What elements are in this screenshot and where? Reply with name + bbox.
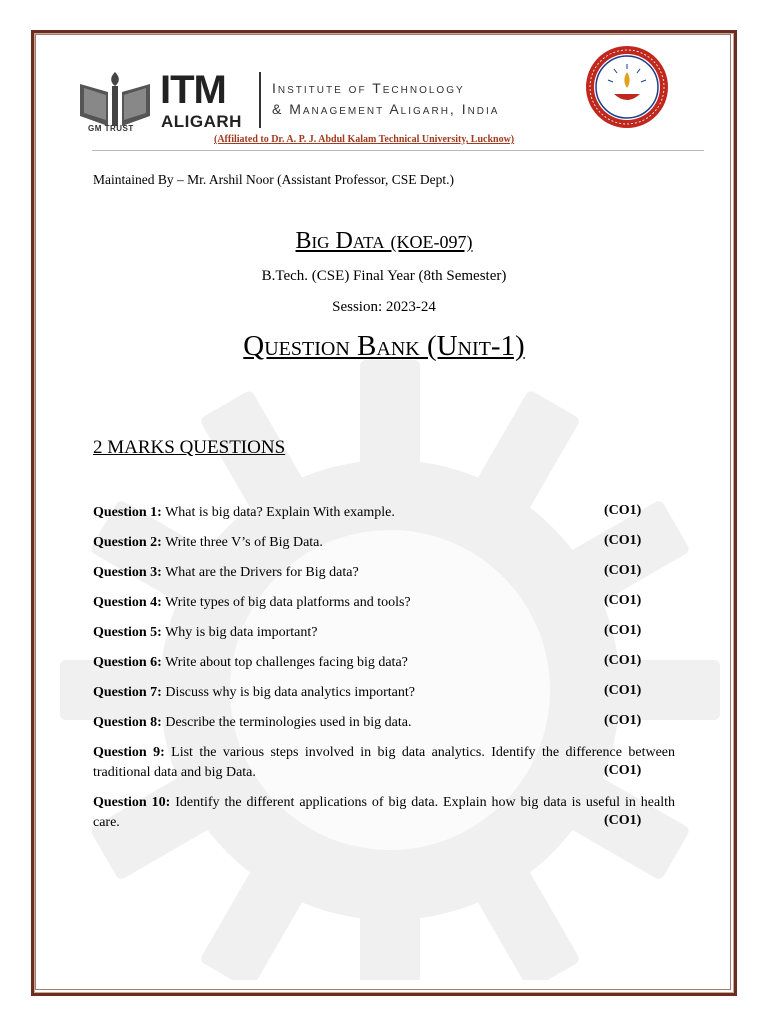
question-label: Question 2: bbox=[93, 535, 162, 550]
question-text: List the various steps involved in big data analytics. Identify the difference between traditional data and big Data. bbox=[93, 745, 675, 780]
question-item bbox=[93, 503, 675, 523]
question-text: What is big data? Explain With example. bbox=[165, 505, 395, 520]
question-item bbox=[93, 743, 675, 783]
question-label: Question 7: bbox=[93, 685, 162, 700]
question-label: Question 9: bbox=[93, 745, 165, 760]
gm-trust-label: GM TRUST bbox=[88, 124, 134, 133]
course-outcome: (CO1) bbox=[604, 763, 642, 778]
question-label: Question 5: bbox=[93, 625, 162, 640]
question-item bbox=[93, 533, 675, 553]
affiliation-text: (Affiliated to Dr. A. P. J. Abdul Kalam Technical University, Lucknow) bbox=[214, 134, 515, 145]
question-label: Question 1: bbox=[93, 505, 162, 520]
question-item bbox=[93, 563, 675, 583]
question-label: Question 10: bbox=[93, 795, 171, 810]
institute-header bbox=[78, 66, 698, 156]
course-outcome: (CO1) bbox=[604, 533, 642, 548]
logo-aligarh-text: ALIGARH bbox=[161, 112, 242, 131]
question-text: Write three V’s of Big Data. bbox=[165, 535, 323, 550]
document-title: Question Bank (Unit-1) bbox=[243, 330, 525, 362]
course-outcome: (CO1) bbox=[604, 593, 642, 608]
question-label: Question 8: bbox=[93, 715, 162, 730]
course-outcome: (CO1) bbox=[604, 653, 642, 668]
institute-name-line2: & Management Aligarh, India bbox=[272, 101, 500, 117]
question-text: What are the Drivers for Big data? bbox=[165, 565, 359, 580]
logo-itm-text: ITM bbox=[160, 68, 226, 112]
header-divider bbox=[259, 72, 261, 128]
course-outcome: (CO1) bbox=[604, 683, 642, 698]
course-outcome: (CO1) bbox=[604, 713, 642, 728]
question-item bbox=[93, 593, 675, 613]
question-item bbox=[93, 713, 675, 733]
question-item bbox=[93, 793, 675, 833]
course-outcome: (CO1) bbox=[604, 503, 642, 518]
section-heading: 2 MARKS QUESTIONS bbox=[93, 437, 286, 458]
course-title bbox=[0, 228, 768, 255]
maintained-by: Maintained By – Mr. Arshil Noor (Assistant Professor, CSE Dept.) bbox=[93, 172, 454, 187]
session-line: Session: 2023-24 bbox=[332, 299, 436, 315]
course-outcome: (CO1) bbox=[604, 563, 642, 578]
course-outcome: (CO1) bbox=[604, 813, 642, 828]
question-text: Why is big data important? bbox=[165, 625, 318, 640]
question-text: Write about top challenges facing big data? bbox=[165, 655, 408, 670]
university-seal-icon bbox=[584, 44, 670, 130]
program-line: B.Tech. (CSE) Final Year (8th Semester) bbox=[261, 268, 507, 284]
question-label: Question 4: bbox=[93, 595, 162, 610]
question-text: Identify the different applications of big data. Explain how big data is useful in health care. bbox=[93, 795, 676, 830]
question-item bbox=[93, 683, 675, 703]
institute-name-line1: Institute of Technology bbox=[272, 80, 465, 96]
course-name: Big Data bbox=[295, 228, 385, 254]
header-rule bbox=[92, 150, 704, 151]
question-label: Question 6: bbox=[93, 655, 162, 670]
course-outcome: (CO1) bbox=[604, 623, 642, 638]
question-text: Write types of big data platforms and tools? bbox=[165, 595, 411, 610]
question-label: Question 3: bbox=[93, 565, 162, 580]
gm-trust-logo-icon bbox=[78, 70, 152, 128]
question-item bbox=[93, 653, 675, 673]
course-code: (KOE-097) bbox=[390, 232, 473, 252]
question-text: Discuss why is big data analytics important? bbox=[165, 685, 415, 700]
question-item bbox=[93, 623, 675, 643]
question-text: Describe the terminologies used in big data. bbox=[165, 715, 412, 730]
